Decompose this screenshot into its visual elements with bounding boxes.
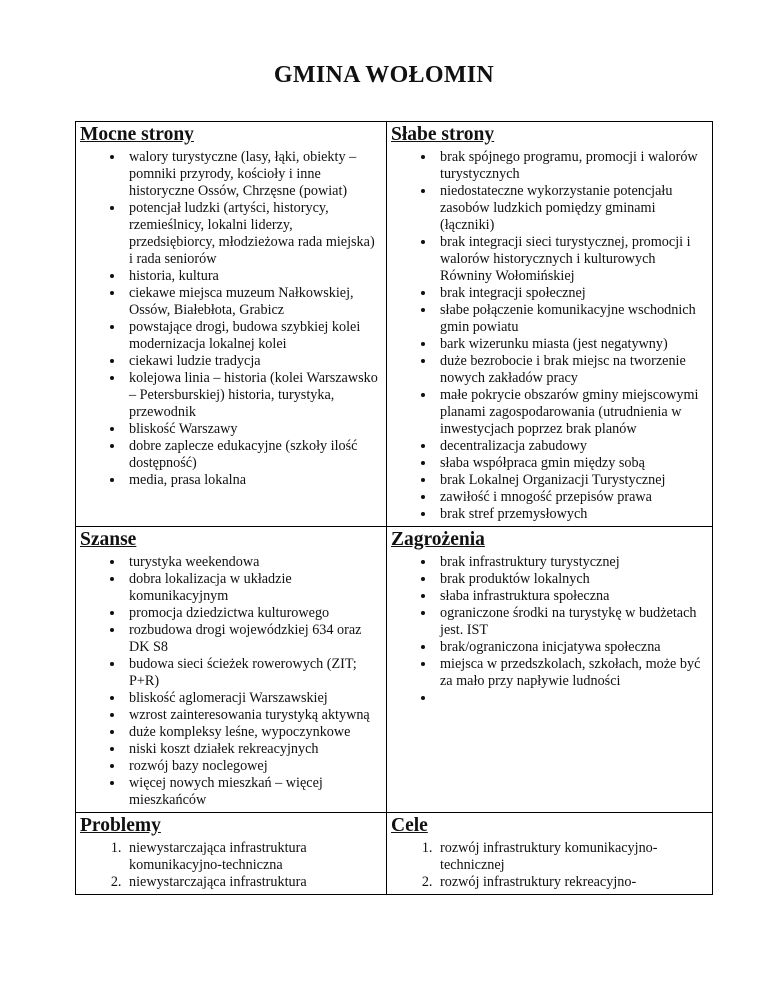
list-item: • więcej nowych mieszkań – więcej mieszkańców [125, 775, 382, 809]
list-item: • brak produktów lokalnych [436, 571, 708, 588]
list-item: • wzrost zainteresowania turystyką aktywną [125, 707, 382, 724]
list-item: • turystyka weekendowa [125, 554, 382, 571]
list-item: • niski koszt działek rekreacyjnych [125, 741, 382, 758]
weaknesses-heading: Słabe strony [391, 124, 495, 145]
list-item: • dobra lokalizacja w układzie komunikacyjnym [125, 571, 382, 605]
threats-cell [387, 527, 713, 813]
document-title: GMINA WOŁOMIN [273, 62, 495, 88]
list-item: • zawiłość i mnogość przepisów prawa [436, 489, 708, 506]
problems-list [80, 840, 382, 891]
strengths-cell [76, 122, 387, 527]
list-item: • bliskość Warszawy [125, 421, 382, 438]
strengths-heading: Mocne strony [80, 124, 194, 145]
list-item: • brak spójnego programu, promocji i walorów turystycznych [436, 149, 708, 183]
opportunities-heading: Szanse [80, 529, 137, 550]
list-item: 2. rozwój infrastruktury rekreacyjno- [436, 874, 708, 891]
list-item: • bark wizerunku miasta (jest negatywny) [436, 336, 708, 353]
weaknesses-cell [387, 122, 713, 527]
list-item: • słaba infrastruktura społeczna [436, 588, 708, 605]
list-item [436, 690, 708, 707]
problems-heading: Problemy [80, 815, 161, 836]
list-item: • miejsca w przedszkolach, szkołach, może być za mało przy napływie ludności [436, 656, 708, 690]
list-item: • ciekawe miejsca muzeum Nałkowskiej, Ossów, Białebłota, Grabicz [125, 285, 382, 319]
list-item: • powstające drogi, budowa szybkiej kolei modernizacja lokalnej kolei [125, 319, 382, 353]
weaknesses-list [391, 149, 708, 523]
list-item: • duże bezrobocie i brak miejsc na tworzenie nowych zakładów pracy [436, 353, 708, 387]
list-item: • brak/ograniczona inicjatywa społeczna [436, 639, 708, 656]
list-item: • brak integracji sieci turystycznej, promocji i walorów historycznych i kulturowych Równiny Wołomińskiej [436, 234, 708, 285]
list-item: • brak integracji społecznej [436, 285, 708, 302]
list-item: 1. rozwój infrastruktury komunikacyjno-technicznej [436, 840, 708, 874]
list-item: • brak Lokalnej Organizacji Turystycznej [436, 472, 708, 489]
list-item: • brak stref przemysłowych [436, 506, 708, 523]
list-item: • dobre zaplecze edukacyjne (szkoły ilość dostępność) [125, 438, 382, 472]
list-item: • brak infrastruktury turystycznej [436, 554, 708, 571]
goals-cell [387, 813, 713, 895]
list-item: • ciekawi ludzie tradycja [125, 353, 382, 370]
list-item: • niedostateczne wykorzystanie potencjału zasobów ludzkich pomiędzy gminami (łączniki) [436, 183, 708, 234]
list-item: 2. niewystarczająca infrastruktura [125, 874, 382, 891]
list-item: • potencjał ludzki (artyści, historycy, rzemieślnicy, lokalni liderzy, przedsiębiorcy, młodzieżowa rada miejska) i rada seniorów [125, 200, 382, 268]
goals-list [391, 840, 708, 891]
list-item: • decentralizacja zabudowy [436, 438, 708, 455]
list-item: • bliskość aglomeracji Warszawskiej [125, 690, 382, 707]
list-item: • ograniczone środki na turystykę w budżetach jest. IST [436, 605, 708, 639]
list-item: • budowa sieci ścieżek rowerowych (ZIT; P+R) [125, 656, 382, 690]
list-item: • słabe połączenie komunikacyjne wschodnich gmin powiatu [436, 302, 708, 336]
threats-list [391, 554, 708, 707]
list-item: • duże kompleksy leśne, wypoczynkowe [125, 724, 382, 741]
list-item: • rozbudowa drogi wojewódzkiej 634 oraz DK S8 [125, 622, 382, 656]
list-item: • walory turystyczne (lasy, łąki, obiekty – pomniki przyrody, kościoły i inne historyczne Ossów, Chrzęsne (powiat) [125, 149, 382, 200]
list-item: 1. niewystarczająca infrastruktura komunikacyjno-techniczna [125, 840, 382, 874]
list-item: • kolejowa linia – historia (kolei Warszawsko – Petersburskiej) historia, turystyka, przewodnik [125, 370, 382, 421]
list-item: • historia, kultura [125, 268, 382, 285]
threats-heading: Zagrożenia [391, 529, 485, 550]
list-item: • promocja dziedzictwa kulturowego [125, 605, 382, 622]
swot-table [75, 121, 713, 895]
goals-heading: Cele [391, 815, 428, 836]
list-item: • małe pokrycie obszarów gminy miejscowymi planami zagospodarowania (utrudnienia w inwestycjach poprzez brak planów [436, 387, 708, 438]
strengths-list [80, 149, 382, 489]
opportunities-list [80, 554, 382, 809]
list-item: • rozwój bazy noclegowej [125, 758, 382, 775]
problems-cell [76, 813, 387, 895]
opportunities-cell [76, 527, 387, 813]
list-item: • słaba współpraca gmin między sobą [436, 455, 708, 472]
list-item: • media, prasa lokalna [125, 472, 382, 489]
